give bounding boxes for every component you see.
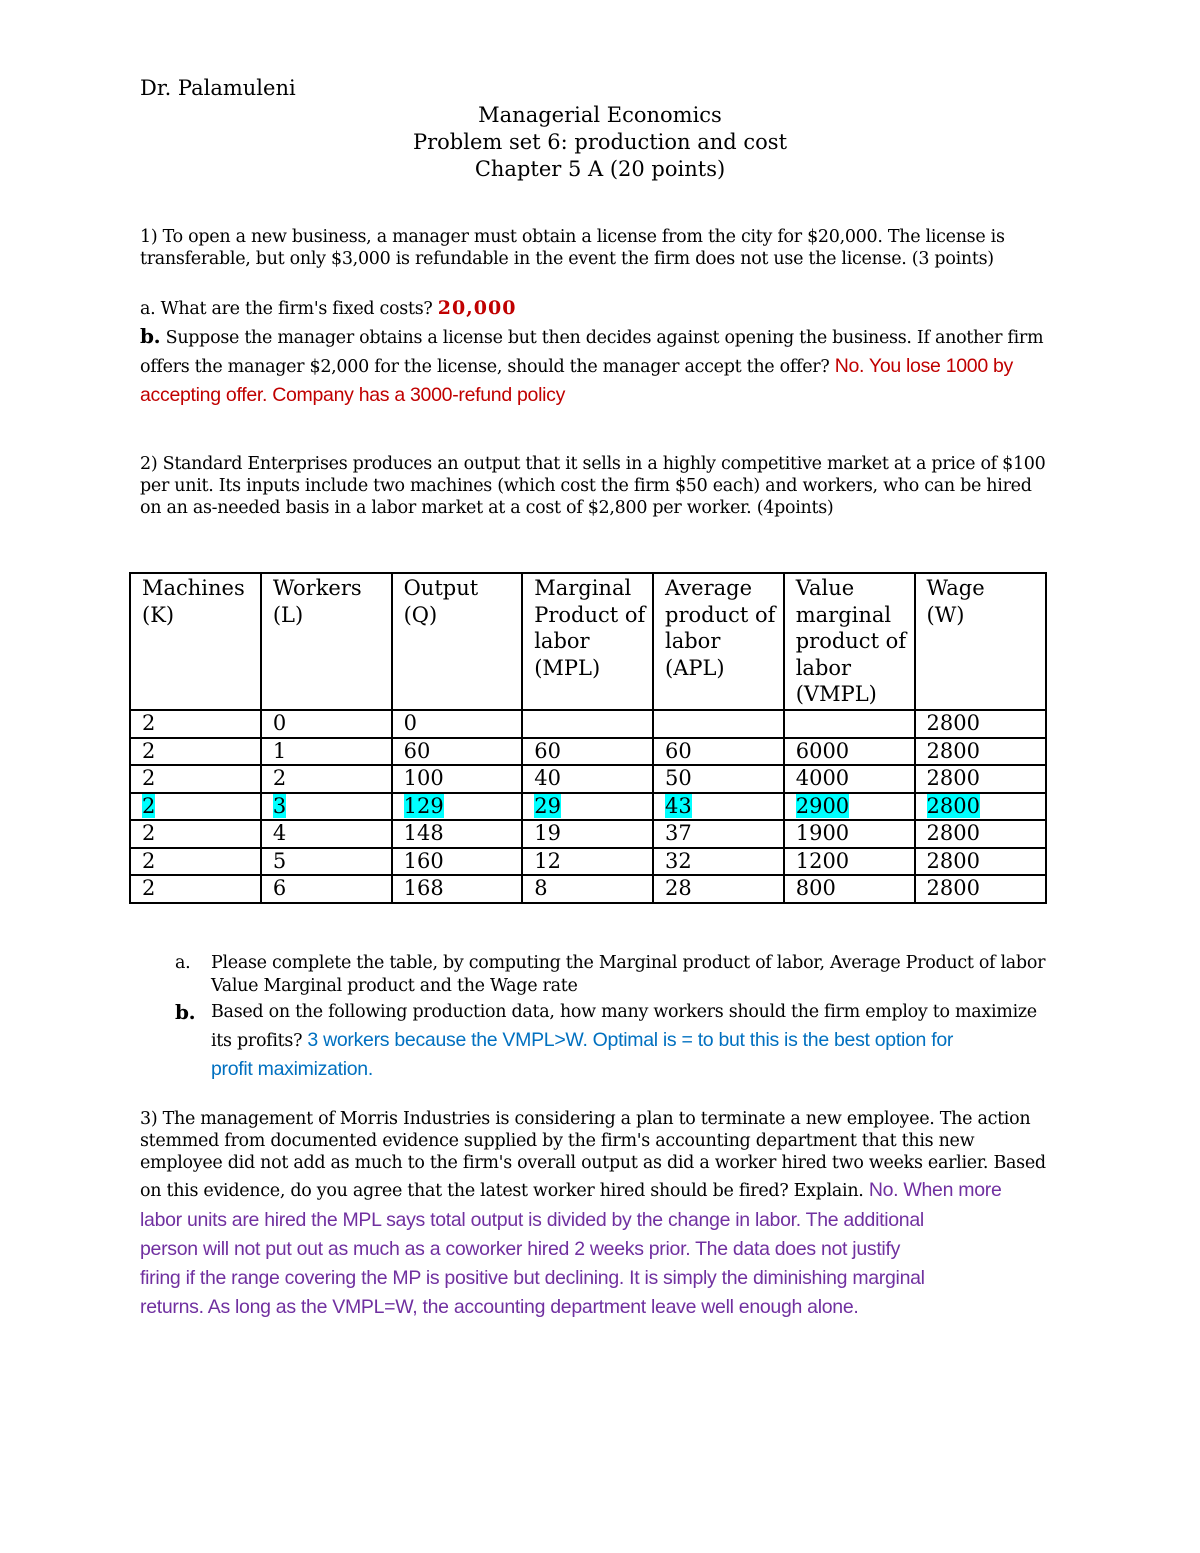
cell-value: 12 <box>534 848 561 873</box>
table-cell-apl <box>653 848 784 876</box>
cell-value: 2 <box>142 848 156 873</box>
table-cell-workers <box>261 738 392 766</box>
cell-value: 129 <box>403 793 444 818</box>
table-cell-workers <box>261 793 392 821</box>
table-cell-machines <box>130 765 261 793</box>
problem-set-title: Problem set 6: production and cost <box>412 130 788 154</box>
table-cell-vmpl <box>784 820 915 848</box>
table-cell-apl <box>653 710 784 738</box>
cell-value: 5 <box>272 848 287 873</box>
column-header-output <box>392 573 523 710</box>
cell-value: 29 <box>534 793 561 818</box>
table-row <box>130 738 1046 766</box>
table-cell-apl <box>653 820 784 848</box>
cell-value: 2 <box>272 766 287 790</box>
column-header-line: (VMPL) <box>795 682 877 706</box>
cell-value: 168 <box>403 876 444 900</box>
cell-value: 8 <box>534 876 548 900</box>
chapter-title: Chapter 5 A (20 points) <box>474 157 726 181</box>
table-header-row <box>130 573 1046 710</box>
table-cell-output <box>392 875 523 903</box>
cell-value: 3 <box>272 793 287 818</box>
table-cell-apl <box>653 765 784 793</box>
q3-answer-line: labor units are hired the MPL says total output is divided by the change in labor. The additional <box>140 1209 924 1231</box>
column-header-line: (W) <box>926 602 965 627</box>
column-header-apl <box>653 573 784 710</box>
q2-b-answer-line: 3 workers because the VMPL>W. Optimal is = to but this is the best option for <box>307 1029 954 1051</box>
q2-a-line: Please complete the table, by computing the Marginal product of labor, Average Product of labor <box>211 953 1046 973</box>
q2-b-marker: b. <box>175 1000 196 1024</box>
table-cell-vmpl <box>784 765 915 793</box>
cell-value: 6000 <box>795 738 850 763</box>
q3-answer-line: returns. As long as the VMPL=W, the accounting department leave well enough alone. <box>140 1296 859 1318</box>
cell-value: 50 <box>665 766 692 790</box>
table-row <box>130 765 1046 793</box>
q1-b-answer-line: No. You lose 1000 by <box>834 355 1014 377</box>
column-header-wage <box>915 573 1046 710</box>
cell-value: 148 <box>403 821 444 845</box>
table-cell-machines <box>130 848 261 876</box>
table-cell-output <box>392 793 523 821</box>
table-row <box>130 848 1046 876</box>
q2-prompt-line: 2) Standard Enterprises produces an output that it sells in a highly competitive market at a price of $100 <box>140 454 1046 474</box>
table-cell-apl <box>653 875 784 903</box>
cell-value: 2800 <box>926 738 980 763</box>
q3-answer-line: firing if the range covering the MP is positive but declining. It is simply the diminishing marginal <box>140 1267 925 1289</box>
cell-value: 2800 <box>926 766 980 790</box>
cell-value: 2800 <box>926 876 980 900</box>
table-cell-mpl <box>522 738 653 766</box>
cell-value: 2800 <box>926 711 980 735</box>
cell-value: 1900 <box>795 821 850 845</box>
table-row <box>130 793 1046 821</box>
table-cell-output <box>392 710 523 738</box>
column-header-line: marginal <box>795 602 892 627</box>
column-header-line: Wage <box>926 576 985 600</box>
cell-value: 28 <box>665 876 692 900</box>
cell-value: 6 <box>272 876 287 900</box>
q1-a-answer: 20,000 <box>437 297 517 319</box>
table-cell-output <box>392 765 523 793</box>
column-header-line: Marginal <box>534 576 632 600</box>
table-cell-machines <box>130 793 261 821</box>
q1-prompt-line: transferable, but only $3,000 is refundable in the event the firm does not use the license. (3 points) <box>140 249 994 269</box>
column-header-line: (MPL) <box>534 655 601 680</box>
column-header-line: (APL) <box>665 655 725 680</box>
cell-value: 2800 <box>926 848 980 873</box>
table-cell-machines <box>130 875 261 903</box>
table-cell-machines <box>130 820 261 848</box>
cell-value: 2 <box>142 876 156 900</box>
column-header-line: Product of <box>534 602 646 627</box>
q3-prompt-line: 3) The management of Morris Industries is considering a plan to terminate a new employee. The action <box>140 1109 1031 1129</box>
q3-answer-line: person will not put out as much as a coworker hired 2 weeks prior. The data does not justify <box>140 1238 901 1260</box>
table-cell-mpl <box>522 875 653 903</box>
q1-b <box>140 322 1050 409</box>
table-cell-workers <box>261 765 392 793</box>
q2-prompt-line: per unit. Its inputs include two machines (which cost the firm $50 each) and workers, who can be hired <box>140 476 1032 496</box>
table-cell-mpl <box>522 793 653 821</box>
table-cell-vmpl <box>784 738 915 766</box>
column-header-machines <box>130 573 261 710</box>
table-row <box>130 710 1046 738</box>
table-cell-workers <box>261 875 392 903</box>
cell-value: 60 <box>534 738 561 763</box>
q2-b-line: its profits? <box>211 1031 303 1051</box>
cell-value: 1200 <box>795 848 850 873</box>
column-header-mpl <box>522 573 653 710</box>
table-cell-wage <box>915 710 1046 738</box>
q1-b-question-line: offers the manager $2,000 for the license, should the manager accept the offer? <box>140 357 830 377</box>
table-cell-wage <box>915 848 1046 876</box>
table-cell-output <box>392 848 523 876</box>
table-cell-output <box>392 820 523 848</box>
cell-value: 60 <box>403 738 431 763</box>
table-cell-wage <box>915 738 1046 766</box>
table-cell-machines <box>130 738 261 766</box>
column-header-line: product of <box>795 629 907 653</box>
table-cell-wage <box>915 875 1046 903</box>
table-cell-workers <box>261 848 392 876</box>
cell-value: 2 <box>142 766 156 790</box>
cell-value: 2 <box>142 821 156 845</box>
cell-value: 1 <box>272 738 287 763</box>
cell-value: 0 <box>403 711 417 735</box>
column-header-line: labor <box>665 629 721 653</box>
column-header-workers <box>261 573 392 710</box>
cell-value: 43 <box>665 793 692 818</box>
cell-value: 2 <box>142 711 156 735</box>
q2-prompt <box>140 453 1050 519</box>
table-cell-mpl <box>522 710 653 738</box>
q2-b <box>175 998 1055 1083</box>
table-cell-machines <box>130 710 261 738</box>
cell-value: 160 <box>403 848 444 873</box>
table-cell-output <box>392 738 523 766</box>
q2-prompt-line: on an as-needed basis in a labor market at a cost of $2,800 per worker. (4points) <box>140 498 834 518</box>
table-cell-vmpl <box>784 875 915 903</box>
q3-prompt-line: stemmed from documented evidence supplied by the firm's accounting department that this new <box>140 1131 975 1151</box>
cell-value: 4 <box>272 821 287 845</box>
column-header-line: Value <box>795 576 855 600</box>
table-cell-apl <box>653 738 784 766</box>
table-cell-vmpl <box>784 793 915 821</box>
column-header-vmpl <box>784 573 915 710</box>
column-header-line: Workers <box>272 576 362 600</box>
table-cell-vmpl <box>784 848 915 876</box>
cell-value: 2 <box>142 738 156 763</box>
cell-value: 2900 <box>795 793 850 818</box>
table-row <box>130 820 1046 848</box>
course-title: Managerial Economics <box>478 103 722 127</box>
table-cell-workers <box>261 820 392 848</box>
q1-b-marker: b. <box>140 324 161 348</box>
q3-prompt <box>140 1108 1050 1174</box>
table-cell-mpl <box>522 848 653 876</box>
column-header-line: Output <box>403 576 479 600</box>
q1-b-question-line: Suppose the manager obtains a license but then decides against opening the business. If another firm <box>165 328 1044 348</box>
table-cell-apl <box>653 793 784 821</box>
q2-b-line: Based on the following production data, how many workers should the firm employ to maximize <box>211 1002 1037 1022</box>
cell-value: 37 <box>665 821 692 845</box>
table-cell-mpl <box>522 765 653 793</box>
cell-value: 32 <box>665 848 692 873</box>
column-header-line: (Q) <box>403 602 438 627</box>
production-table <box>129 572 1047 904</box>
q1-b-answer-line: accepting offer. Company has a 3000-refund policy <box>140 384 566 406</box>
cell-value: 40 <box>534 766 561 790</box>
column-header-line: (L) <box>272 602 304 627</box>
cell-value: 2800 <box>926 821 980 845</box>
cell-value: 4000 <box>795 766 850 790</box>
table-body <box>130 710 1046 903</box>
table-row <box>130 875 1046 903</box>
q3-answer-line: No. When more <box>868 1179 1002 1201</box>
cell-value: 2 <box>142 793 156 818</box>
column-header-line: product of <box>665 602 776 627</box>
column-header-line: (K) <box>142 602 175 627</box>
cell-value: 100 <box>403 766 444 790</box>
q3-prompt-line: on this evidence, do you agree that the latest worker hired should be fired? Explain. <box>140 1181 864 1201</box>
column-header-line: labor <box>534 629 590 653</box>
q1-a <box>140 294 1050 323</box>
q3-answer <box>140 1176 1050 1322</box>
q1-prompt-line: 1) To open a new business, a manager must obtain a license from the city for $20,000. The license is <box>140 227 1005 247</box>
q3-prompt-line: employee did not add as much to the firm's overall output as did a worker hired two weeks earlier. Based <box>140 1153 1046 1173</box>
q2-a-marker: a. <box>175 953 191 973</box>
title-block <box>0 102 1200 183</box>
q2-b-answer-line: profit maximization. <box>211 1058 373 1080</box>
table-cell-wage <box>915 793 1046 821</box>
cell-value: 0 <box>272 711 287 735</box>
column-header-line: Average <box>665 576 753 600</box>
q2-a <box>175 952 1055 998</box>
cell-value: 19 <box>534 821 561 845</box>
q1-a-question: a. What are the firm's fixed costs? <box>140 299 433 319</box>
author-name: Dr. Palamuleni <box>140 76 296 100</box>
column-header-line: Machines <box>142 576 245 600</box>
cell-value: 800 <box>795 876 836 900</box>
q1-prompt <box>140 226 1050 270</box>
table-cell-vmpl <box>784 710 915 738</box>
table-cell-wage <box>915 765 1046 793</box>
column-header-line: labor <box>795 655 852 680</box>
cell-value: 60 <box>665 738 692 763</box>
table-cell-workers <box>261 710 392 738</box>
table-cell-wage <box>915 820 1046 848</box>
q2-a-line: Value Marginal product and the Wage rate <box>211 976 578 996</box>
cell-value: 2800 <box>926 793 980 818</box>
table-cell-mpl <box>522 820 653 848</box>
